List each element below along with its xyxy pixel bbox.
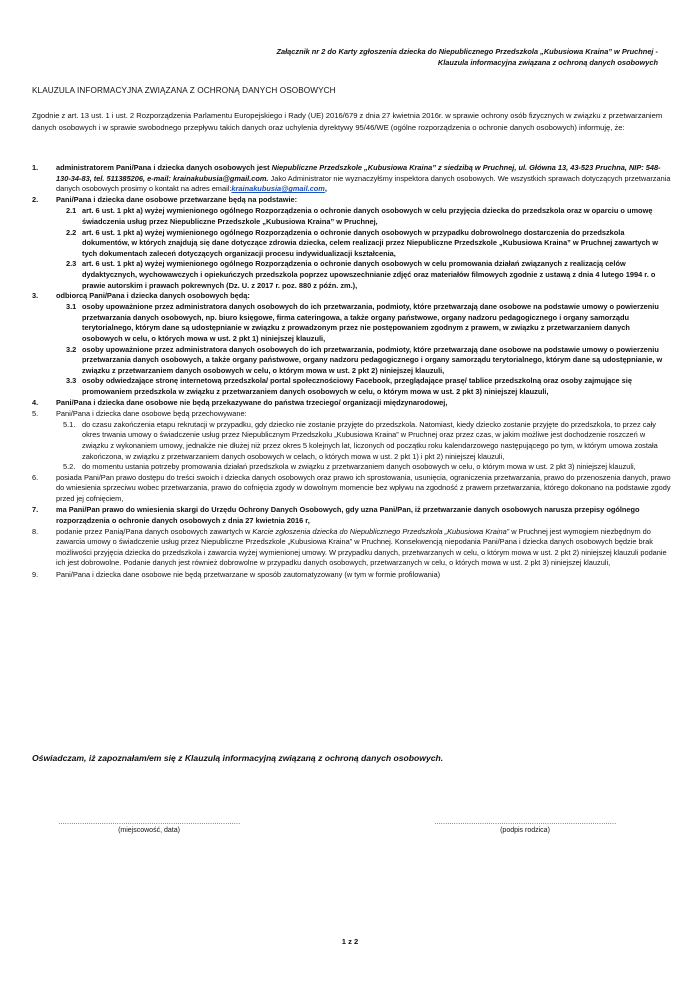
item-text: Pani/Pana i dziecka dane osobowe nie będą przekazywane do państwa trzeciego/ organizacji międzynarodowej, xyxy=(56,397,448,407)
signature-caption: (miejscowość, data) xyxy=(118,827,180,834)
item-text: odbiorcą Pani/Pana i dziecka danych osobowych będą: xyxy=(56,291,250,301)
list-item xyxy=(32,527,672,569)
sub-list-item xyxy=(32,228,672,260)
intro-paragraph: Zgodnie z art. 13 ust. 1 i ust. 2 Rozporządzenia Parlamentu Europejskiego i Rady (UE) 2016/679 z dnia 27 kwietnia 2016r. w sprawie ochrony osób fizycznych w związku z przetwarzaniem danych osobowych i w sprawie swobodnego przepływu takich danych oraz uchylenia dyrektywy 95/46/WE (ogólne rozporządzenia o ochronie danych osobowych) informuję, że: xyxy=(32,111,663,132)
list-item xyxy=(32,195,672,206)
clause-list xyxy=(32,163,672,581)
sub-item-number: 3.3 xyxy=(66,376,77,386)
item-number: 6. xyxy=(32,472,39,482)
form-title-reference: Karcie zgłoszenia dziecka do Niepublicznego Przedszkola „Kubusiowa Kraina” xyxy=(252,526,510,536)
item-text: Pani/Pana i dziecka dane osobowe nie będą przetwarzane w sposób zautomatyzowany (w tym w formie profilowania) xyxy=(56,569,441,579)
attachment-header xyxy=(276,46,658,68)
email-link[interactable]: krainakubusia@gmail.com xyxy=(231,184,325,194)
signature-parent xyxy=(420,819,630,834)
list-item xyxy=(32,473,672,505)
sub-item-text: osoby upoważnione przez administratora danych osobowych do ich przetwarzania, podmioty, które przetwarzają dane osobowe na podstawie umowy o powierzeniu przetwarzania danych osobowych, np. biuro księgowe, firma cateringowa, a także organy państwowe, organy nadzoru pedagogicznego i organy samorządu terytorialnego, którym dane są udostępnianie w związku z prowadzonym przez nie postępowaniem zgodnym z prawem, w związku z przetwarzaniem danych osobowych w celu, o których mowa w ust. 2 pkt 1) niniejszej klauzuli, xyxy=(82,302,659,343)
sub-item-number: 2.3 xyxy=(66,259,77,269)
item-number: 9. xyxy=(32,569,39,579)
signature-line: ………………………………………………………………………… xyxy=(434,819,616,826)
sub-list-item xyxy=(32,376,672,397)
sub-item-number: 5.1. xyxy=(63,419,76,429)
list-item xyxy=(32,570,672,581)
item-number: 3. xyxy=(32,291,39,301)
list-item xyxy=(32,398,672,409)
sub-item-text: osoby upoważnione przez administratora danych osobowych do ich przetwarzania, podmioty, które przetwarzają dane osobowe na podstawie umowy o powierzeniu przetwarzania danych osobowych, a także organy państwowe, organy nadzoru pedagogicznego i organy samorządu terytorialnego, którym dane są udostępnianie, w związku z przetwarzaniem danych osobowych w celu, o którym mowa w ust. 2 pkt 2) niniejszej klauzuli, xyxy=(82,344,663,375)
list-item xyxy=(32,291,672,302)
header-line-1: Załącznik nr 2 do Karty zgłoszenia dziecka do Niepublicznego Przedszkola „Kubusiowa Kraina” w Pruchnej - xyxy=(276,47,658,56)
sub-item-number: 3.1 xyxy=(66,302,77,312)
page-number: 1 z 2 xyxy=(341,937,359,946)
item-number: 7. xyxy=(32,505,39,514)
item-text: Jako Administrator nie wyznaczyłśmy inspektora danych osobowych. We wszystkich sprawach dotyczących przetwarzania danych osobowych prosimy o kontakt na adres email: xyxy=(56,173,671,194)
item-text: administratorem Pani/Pana i dziecka danych osobowych jest xyxy=(56,163,272,172)
sub-list-item xyxy=(32,462,672,473)
sub-list-item xyxy=(32,259,672,291)
header-line-2: Klauzula informacyjna związana z ochroną danych osobowych xyxy=(437,58,658,67)
item-number: 1. xyxy=(32,163,39,172)
sub-item-text: do czasu zakończenia etapu rekrutacji w przypadku, gdy dziecko nie zostanie przyjęte do przedszkola. Natomiast, kiedy dziecko zostanie przyjęte do przedszkola, to przez cały okres trwania umowy o świadczenie usług przez Niepublicznym Przedszkolu „Kubusiowa Kraina” w Pruchnej oraz przez czas, w jakim możliwe jest dochodzenie roszczeń w związku z wykonaniem umowy, jednakże nie dłużej niż przez okres 5 kolejnych lat, liczonych od początku roku kalendarzowego następującego po tym, w którym umowa została zakończona, w związku z przetwarzaniem danych osobowych w celach, o których mowa w ust. 2 pkt 1) i pkt 2) niniejszej klauzuli, xyxy=(82,419,658,461)
item-text: podanie przez Panią/Pana danych osobowych zawartych w xyxy=(56,526,253,536)
sub-item-number: 3.2 xyxy=(66,344,77,354)
item-number: 4. xyxy=(32,397,39,407)
administrator-details: Niepubliczne Przedszkole „Kubusiowa Kraina” z siedzibą w Pruchnej, ul. Główna 13, 43-523 Pruchna, NIP: 548-130-34-83, tel. 511385206, e-mail: krainakubusia@gmail.com. xyxy=(56,163,661,183)
list-item xyxy=(32,409,672,420)
item-text: , xyxy=(324,184,327,194)
signature-line: ………………………………………………………………………… xyxy=(58,819,240,826)
item-text: Pani/Pana i dziecka dane osobowe przetwarzane będą na podstawie: xyxy=(56,195,298,205)
item-number: 8. xyxy=(32,526,39,536)
sub-item-number: 2.2 xyxy=(66,227,77,237)
signature-caption: (podpis rodzica) xyxy=(500,827,550,834)
item-text: w Pruchnej jest wymogiem niezbędnym do zawarcia umowy o świadczenie usług przez Niepubliczne Przedszkole „Kubusiowa Kraina” w Pruchnej. Konsekwencją niepodania Pani/Pana i dziecka danych osobowych będzie brak możliwości przyjęcia dziecka do przedszkola i zawarcia wyżej wymienionej umowy. W przypadku danych, przetwarzanych w celu, o którym mowa w ust. 2 pkt 2) niniejszej klauzuli podanie ich jest dobrowolne. Podanie danych jest również dobrowolne w przypadku danych osobowych, przetwarzanych w celu, o których mowa w ust. 2 pkt 3) niniejszej klauzuli, xyxy=(56,526,667,568)
sub-item-text: art. 6 ust. 1 pkt a) wyżej wymienionego ogólnego Rozporządzenia o ochronie danych osobowych w celu promowania działań związanych z realizacją celów dydaktycznych, wychowawczych i opiekuńczych przedszkola poprzez upowszechnianie zdjęć oraz materiałów filmowych zgodnie z ustawą z dnia 4 lutego 1994 r. o prawie autorskim i prawach pokrewnych (Dz. U. z 2017 r. poz. 880 z późn. zm.), xyxy=(82,259,656,290)
document-title: KLAUZULA INFORMACYJNA ZWIĄZANA Z OCHRONĄ DANYCH OSOBOWYCH xyxy=(32,86,336,95)
item-text: posiada Pani/Pan prawo dostępu do treści swoich i dziecka danych osobowych oraz prawo ich sprostowania, usunięcia, ograniczenia przetwarzania, prawo do przenoszenia danych, prawo do wniesienia sprzeciwu wobec przetwarzania, prawo do cofnięcia zgody w dowolnym momencie bez wpływu na zgodność z prawem przetwarzania, którego dokonano na podstawie zgody przed jej cofnięciem, xyxy=(56,472,671,503)
item-text: Pani/Pana i dziecka dane osobowe będą przechowywane: xyxy=(56,408,247,418)
list-item xyxy=(32,505,672,526)
sub-list-item xyxy=(32,302,672,344)
sub-item-number: 5.2. xyxy=(63,462,76,472)
list-item xyxy=(32,163,672,195)
declaration-statement: Oświadczam, iż zapoznałam/em się z Klauzulą informacyjną związaną z ochroną danych osobowych. xyxy=(32,753,444,763)
signature-place-date xyxy=(44,819,254,834)
item-number: 2. xyxy=(32,195,39,205)
sub-item-text: do momentu ustania potrzeby promowania działań przedszkola w związku z przetwarzaniem danych osobowych w celu, o którym mowa w ust. 2 pkt 3) niniejszej klauzuli, xyxy=(82,462,636,472)
sub-item-text: osoby odwiedzające stronę internetową przedszkola/ portal społecznościowy Facebook, przeglądające prasę/ tablice przedszkolną oraz osoby zajmujące się promowaniem przedszkola w związku z przetwarzaniem danych osobowych w celu, o którym mowa w ust. 2 pkt 3) niniejszej klauzuli, xyxy=(82,376,632,396)
sub-list-item xyxy=(32,206,672,227)
sub-item-text: art. 6 ust. 1 pkt a) wyżej wymienionego ogólnego Rozporządzenia o ochronie danych osobowych w przypadku dobrowolnego dostarczenia do przedszkola dokumentów, w których znajdują się dane dotyczące zdrowia dziecka, celem realizacji przez Niepubliczne Przedszkole „Kubusiowa Kraina” w Pruchnej zawartych w tych dokumentach zaleceń dotyczących organizacji procesu indywidualizacji kształcenia, xyxy=(82,227,658,258)
item-number: 5. xyxy=(32,408,39,418)
sub-list-item xyxy=(32,345,672,377)
item-text: ma Pani/Pan prawo do wniesienia skargi do Urzędu Ochrony Danych Osobowych, gdy uzna Pani/Pan, iż przetwarzanie danych osobowych narusza przepisy ogólnego rozporządzenia o ochronie danych osobowych z dnia 27 kwietnia 2016 r, xyxy=(56,505,640,525)
sub-item-number: 2.1 xyxy=(66,206,77,216)
sub-item-text: art. 6 ust. 1 pkt a) wyżej wymienionego ogólnego Rozporządzenia o ochronie danych osobowych w celu przyjęcia dziecka do przedszkola oraz w oparciu o umowę świadczenia usług przez Niepubliczne Przedszkole „Kubusiowa Kraina” w Pruchnej, xyxy=(82,206,653,226)
sub-list-item xyxy=(32,420,672,462)
